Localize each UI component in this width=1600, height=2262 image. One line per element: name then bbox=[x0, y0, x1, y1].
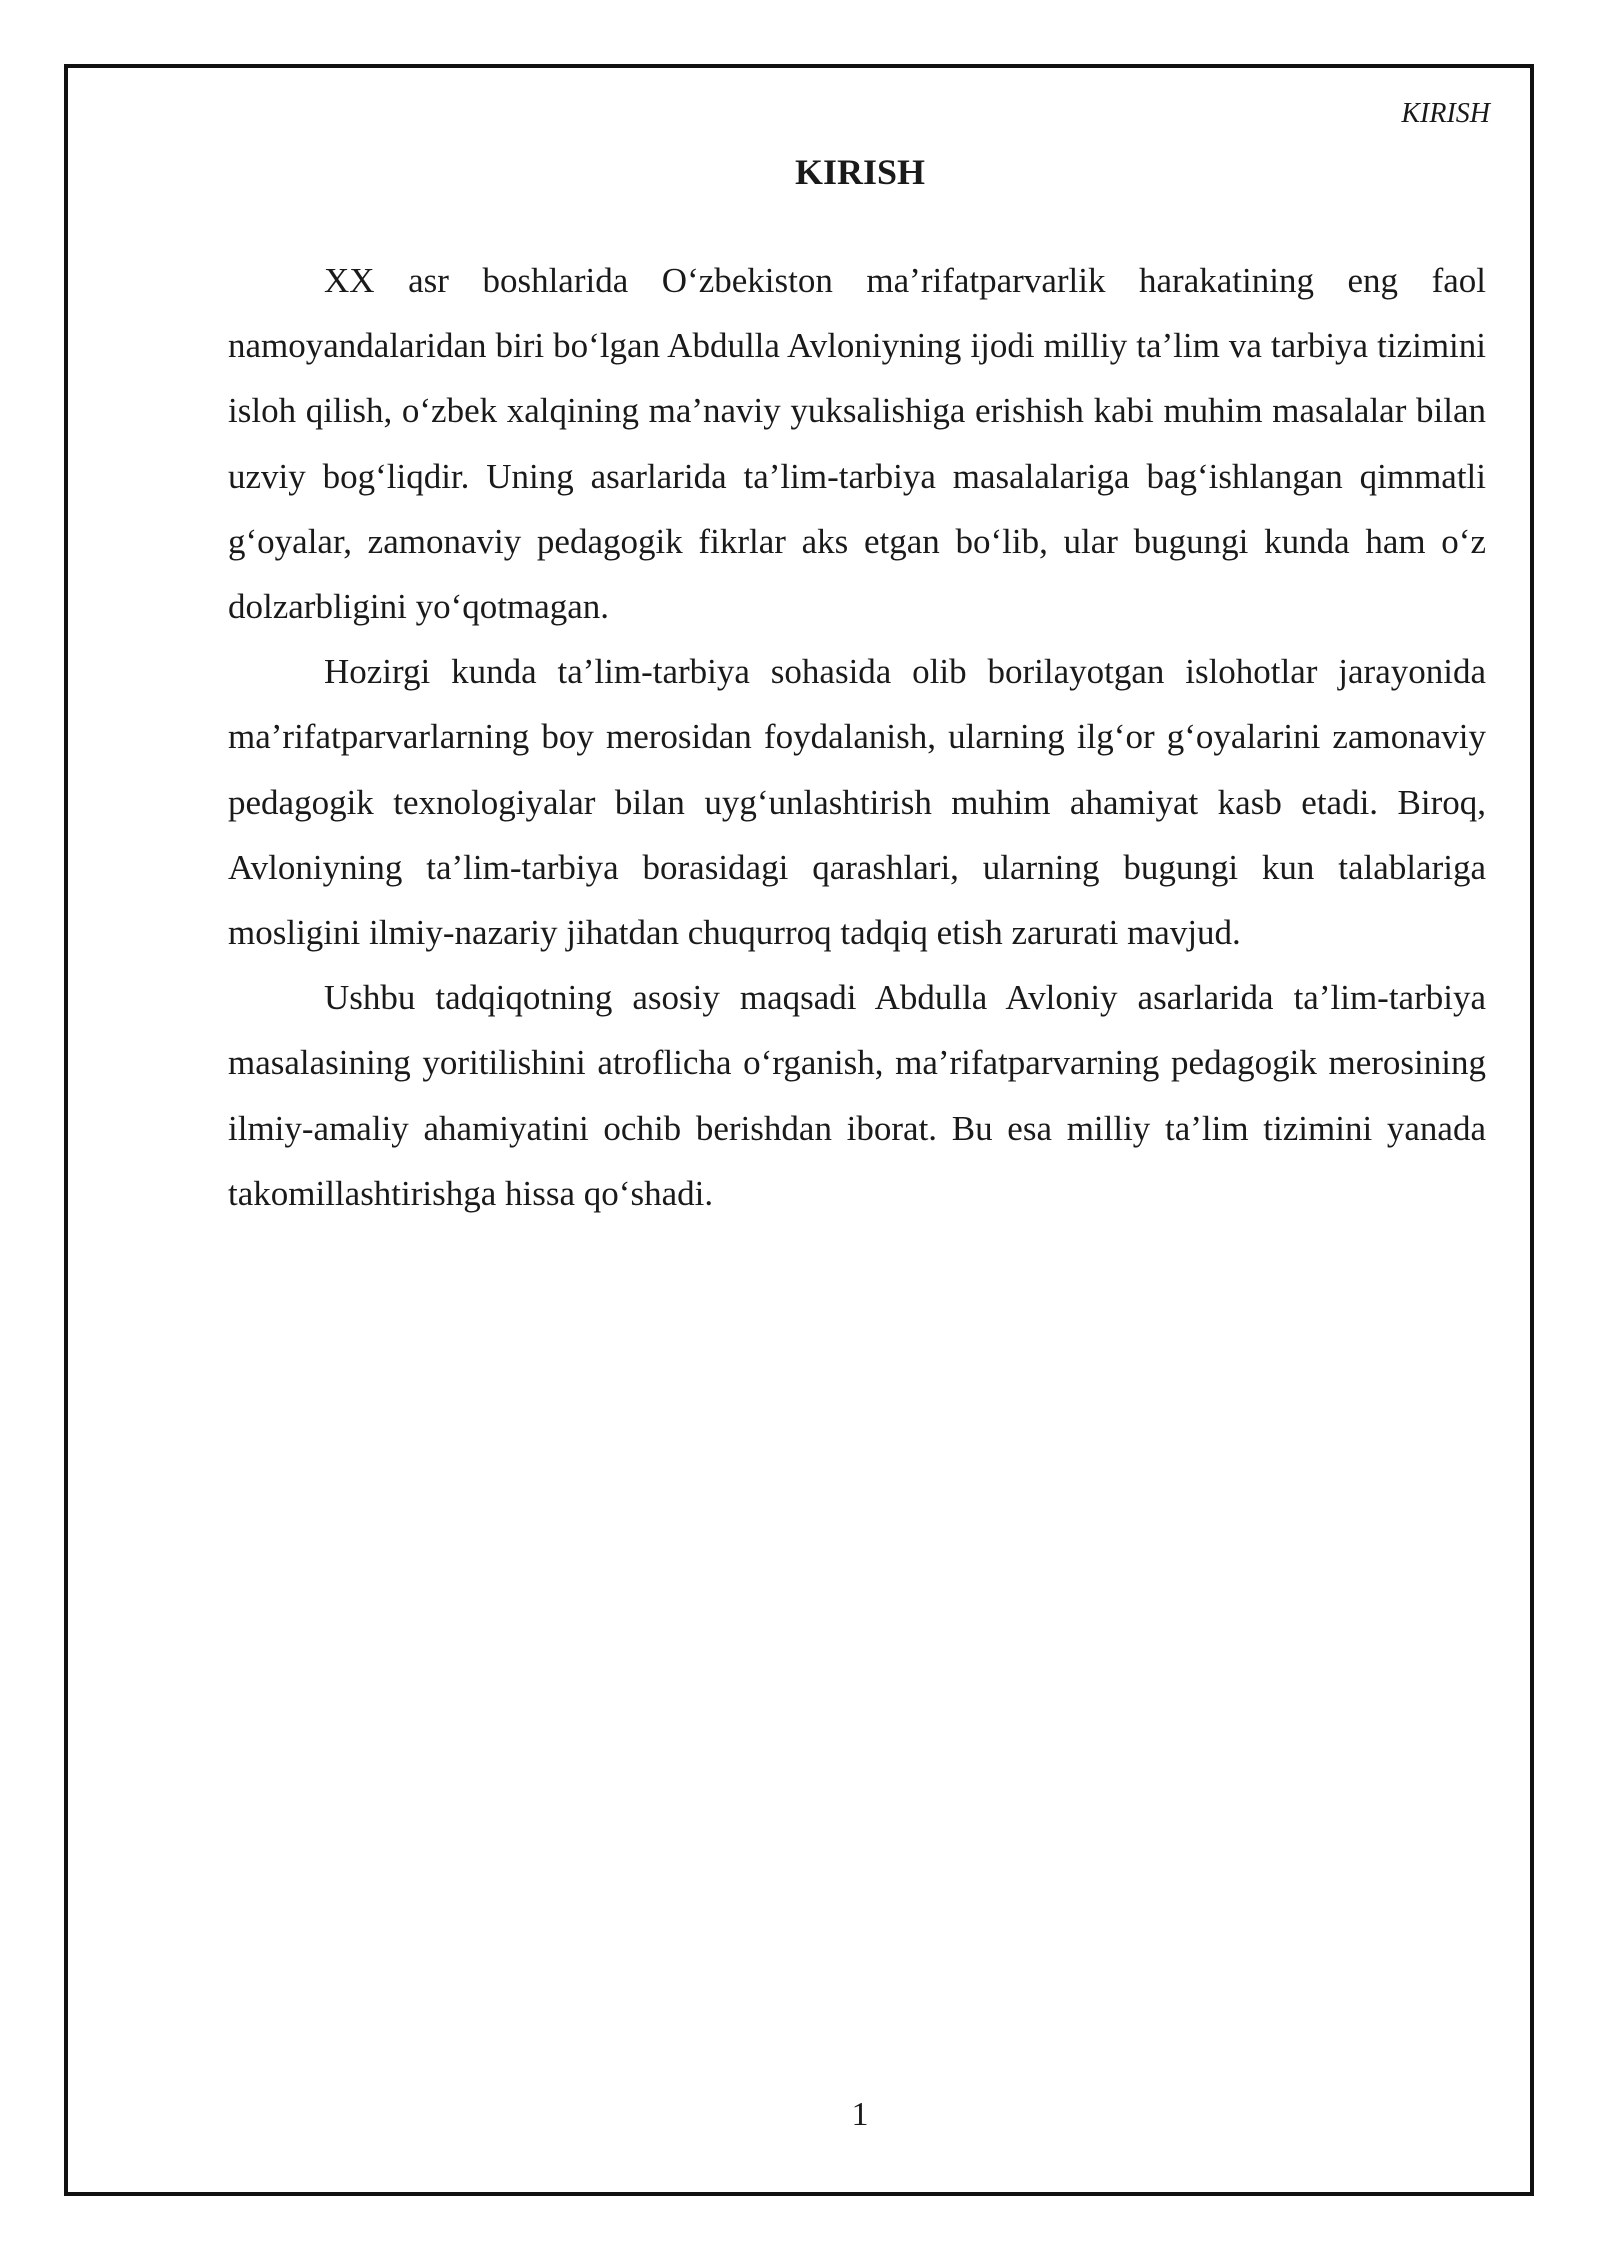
running-header: KIRISH bbox=[1401, 98, 1490, 129]
page-number: 1 bbox=[851, 2096, 869, 2133]
paragraph: XX asr boshlarida O‘zbekiston ma’rifatparvarlik harakatining eng faol namoyandalaridan biri bo‘lgan Abdulla Avloniyning ijodi milliy ta’lim va tarbiya tizimini isloh qilish, o‘zbek xalqining ma’naviy yuksalishiga erishish kabi muhim masalalar bilan uzviy bog‘liqdir. Uning asarlarida ta’lim-tarbiya masalalariga bag‘ishlangan qimmatli g‘oyalar, zamonaviy pedagogik fikrlar aks etgan bo‘lib, ular bugungi kunda ham o‘z dolzarbligini yo‘qotmagan. bbox=[228, 261, 1486, 627]
paragraph: Ushbu tadqiqotning asosiy maqsadi Abdulla Avloniy asarlarida ta’lim-tarbiya masalasining yoritilishini atroflicha o‘rganish, ma’rifatparvarning pedagogik merosining ilmiy-amaliy ahamiyatini ochib berishdan iborat. Bu esa milliy ta’lim tizimini yanada takomillashtirishga hissa qo‘shadi. bbox=[228, 978, 1486, 1213]
paragraph: Hozirgi kunda ta’lim-tarbiya sohasida olib borilayotgan islohotlar jarayonida ma’rifatparvarlarning boy merosidan foydalanish, ularning ilg‘or g‘oyalarini zamonaviy pedagogik texnologiyalar bilan uyg‘unlashtirish muhim ahamiyat kasb etadi. Biroq, Avloniyning ta’lim-tarbiya borasidagi qarashlari, ularning bugungi kun talablariga mosligini ilmiy-nazariy jihatdan chuqurroq tadqiq etish zarurati mavjud. bbox=[228, 652, 1486, 953]
document-title: KIRISH bbox=[794, 152, 926, 192]
body-text bbox=[228, 248, 1486, 1226]
